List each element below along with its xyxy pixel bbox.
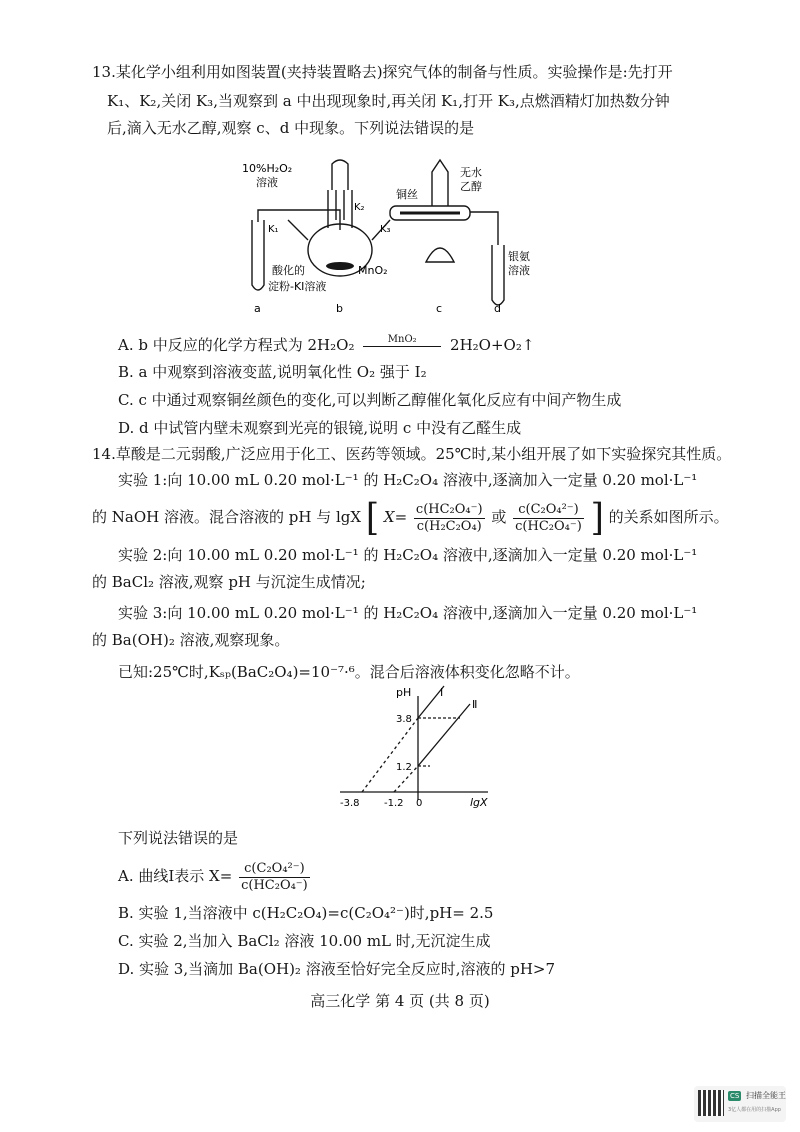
ethanol-label-1: 无水 (460, 166, 482, 179)
catalyst-label: MnO₂ (387, 334, 417, 345)
k1-label: K₁ (268, 224, 279, 235)
q14-option-a (118, 856, 312, 896)
right-bracket: ] (590, 496, 604, 540)
ki-label-2: 淀粉-KI溶液 (268, 280, 327, 293)
cs-logo: CS (730, 1092, 740, 1100)
label-c: c (436, 302, 443, 315)
k3-label: K₃ (380, 224, 391, 235)
q14-exp2-line-2: 的 BaCl₂ 溶液,观察 pH 与沉淀生成情况; (92, 573, 366, 591)
q13-option-c: C. c 中通过观察铜丝颜色的变化,可以判断乙醇催化氧化反应有中间产物生成 (118, 391, 622, 409)
q13-line-3: 后,滴入无水乙醇,观察 c、d 中现象。下列说法错误的是 (107, 119, 475, 137)
q13-option-a (118, 334, 534, 355)
q14-option-a-fraction (239, 861, 310, 894)
mno2-solid (326, 262, 354, 270)
q14-option-d: D. 实验 3,当滴加 Ba(OH)₂ 溶液至恰好完全反应时,溶液的 pH>7 (118, 960, 556, 978)
exp1-suffix: 的关系如图所示。 (608, 508, 729, 526)
fraction-1 (414, 502, 485, 535)
q14-option-a-left: A. 曲线Ⅰ表示 X= (118, 867, 233, 885)
y-axis-label: pH (396, 686, 412, 699)
x-tick-minus-38: -3.8 (340, 798, 360, 809)
h2o2-label-1: 10%H₂O₂ (242, 162, 293, 175)
x-tick-0: 0 (416, 798, 423, 809)
q14-option-b: B. 实验 1,当溶液中 c(H₂C₂O₄)=c(C₂O₄²⁻)时,pH= 2.5 (118, 904, 494, 922)
fraction-1-num: c(HC₂O₄⁻) (415, 501, 483, 517)
dropping-funnel (332, 160, 348, 190)
q13-option-d: D. d 中试管内壁未观察到光亮的银镜,说明 c 中没有乙醛生成 (118, 419, 522, 437)
curve-1-extension (362, 718, 418, 792)
test-tube-d (492, 245, 504, 305)
test-tube-a (252, 220, 264, 290)
qr-code-icon (698, 1090, 724, 1116)
ph-graph (320, 682, 500, 812)
q14-option-a-den: c(HC₂O₄⁻) (241, 877, 308, 893)
q14-line-1: 14.草酸是二元弱酸,广泛应用于化工、医药等领域。25℃时,某小组开展了如下实验探究其性质。 (92, 445, 732, 463)
h2o2-label-2: 溶液 (256, 176, 278, 189)
silver-label-1: 银氨 (508, 250, 530, 263)
q14-exp3-line-2: 的 Ba(OH)₂ 溶液,观察现象。 (92, 631, 290, 649)
label-b: b (336, 302, 343, 315)
label-d: d (494, 302, 501, 315)
q13-line-2: K₁、K₂,关闭 K₃,当观察到 a 中出现现象时,再关闭 K₁,打开 K₃,点燃酒精灯加热数分钟 (107, 92, 670, 110)
q14-prompt: 下列说法错误的是 (118, 829, 239, 847)
q14-exp1-line-2 (92, 492, 729, 542)
ki-label-1: 酸化的 (272, 264, 305, 277)
q13-option-a-right: 2H₂O+O₂↑ (450, 336, 535, 354)
scanner-badge (694, 1086, 786, 1122)
q14-option-c: C. 实验 2,当加入 BaCl₂ 溶液 10.00 mL 时,无沉淀生成 (118, 932, 491, 950)
fraction-2-num: c(C₂O₄²⁻) (513, 502, 584, 519)
x-axis-label: lgX (470, 796, 488, 809)
q14-exp2-line-1: 实验 2:向 10.00 mL 0.20 mol·L⁻¹ 的 H₂C₂O₄ 溶液中,逐滴加入一定量 0.20 mol·L⁻¹ (118, 546, 698, 564)
scanner-title: 扫描全能王 (746, 1091, 786, 1100)
fraction-1-den: c(H₂C₂O₄) (416, 518, 482, 534)
x-tick-minus-12: -1.2 (384, 798, 404, 809)
page-footer: 高三化学 第 4 页 (共 8 页) (310, 992, 490, 1010)
reaction-arrow (363, 334, 441, 355)
curve-1-label: Ⅰ (440, 686, 444, 699)
q14-exp1-line-1: 实验 1:向 10.00 mL 0.20 mol·L⁻¹ 的 H₂C₂O₄ 溶液中,逐滴加入一定量 0.20 mol·L⁻¹ (118, 471, 698, 489)
exp1-or: 或 (491, 508, 507, 526)
q14-option-a-num: c(C₂O₄²⁻) (239, 861, 310, 878)
silver-label-2: 溶液 (508, 264, 530, 277)
y-tick-12: 1.2 (396, 762, 412, 773)
q14-exp3-line-1: 实验 3:向 10.00 mL 0.20 mol·L⁻¹ 的 H₂C₂O₄ 溶液中,逐滴加入一定量 0.20 mol·L⁻¹ (118, 604, 698, 622)
y-tick-38: 3.8 (396, 714, 412, 725)
exp1-prefix: 的 NaOH 溶液。混合溶液的 pH 与 lgX (92, 508, 362, 526)
k2-label: K₂ (354, 202, 365, 213)
q13-line-1: 13.某化学小组利用如图装置(夹持装置略去)探究气体的制备与性质。实验操作是:先打开 (92, 63, 673, 81)
q14-known: 已知:25℃时,Kₛₚ(BaC₂O₄)=10⁻⁷·⁶。混合后溶液体积变化忽略不计。 (118, 663, 580, 681)
ethanol-label-2: 乙醇 (460, 180, 482, 193)
curve-2-label: Ⅱ (472, 698, 478, 711)
mno2-label: MnO₂ (358, 264, 388, 277)
label-a: a (254, 302, 261, 315)
q13-option-b: B. a 中观察到溶液变蓝,说明氧化性 O₂ 强于 I₂ (118, 363, 427, 381)
fraction-2 (513, 502, 584, 535)
exp1-x: X= (383, 508, 408, 526)
fraction-2-den: c(HC₂O₄⁻) (515, 518, 582, 534)
left-bracket: [ (365, 496, 380, 540)
q13-option-a-left: A. b 中反应的化学方程式为 2H₂O₂ (118, 336, 355, 354)
ethanol-funnel (432, 160, 448, 206)
apparatus-diagram (240, 150, 540, 320)
scanner-subtitle: 3亿人都在用的扫描App (728, 1107, 781, 1113)
copper-label: 铜丝 (396, 188, 418, 201)
alcohol-lamp (426, 248, 454, 262)
curve-2 (418, 704, 470, 766)
